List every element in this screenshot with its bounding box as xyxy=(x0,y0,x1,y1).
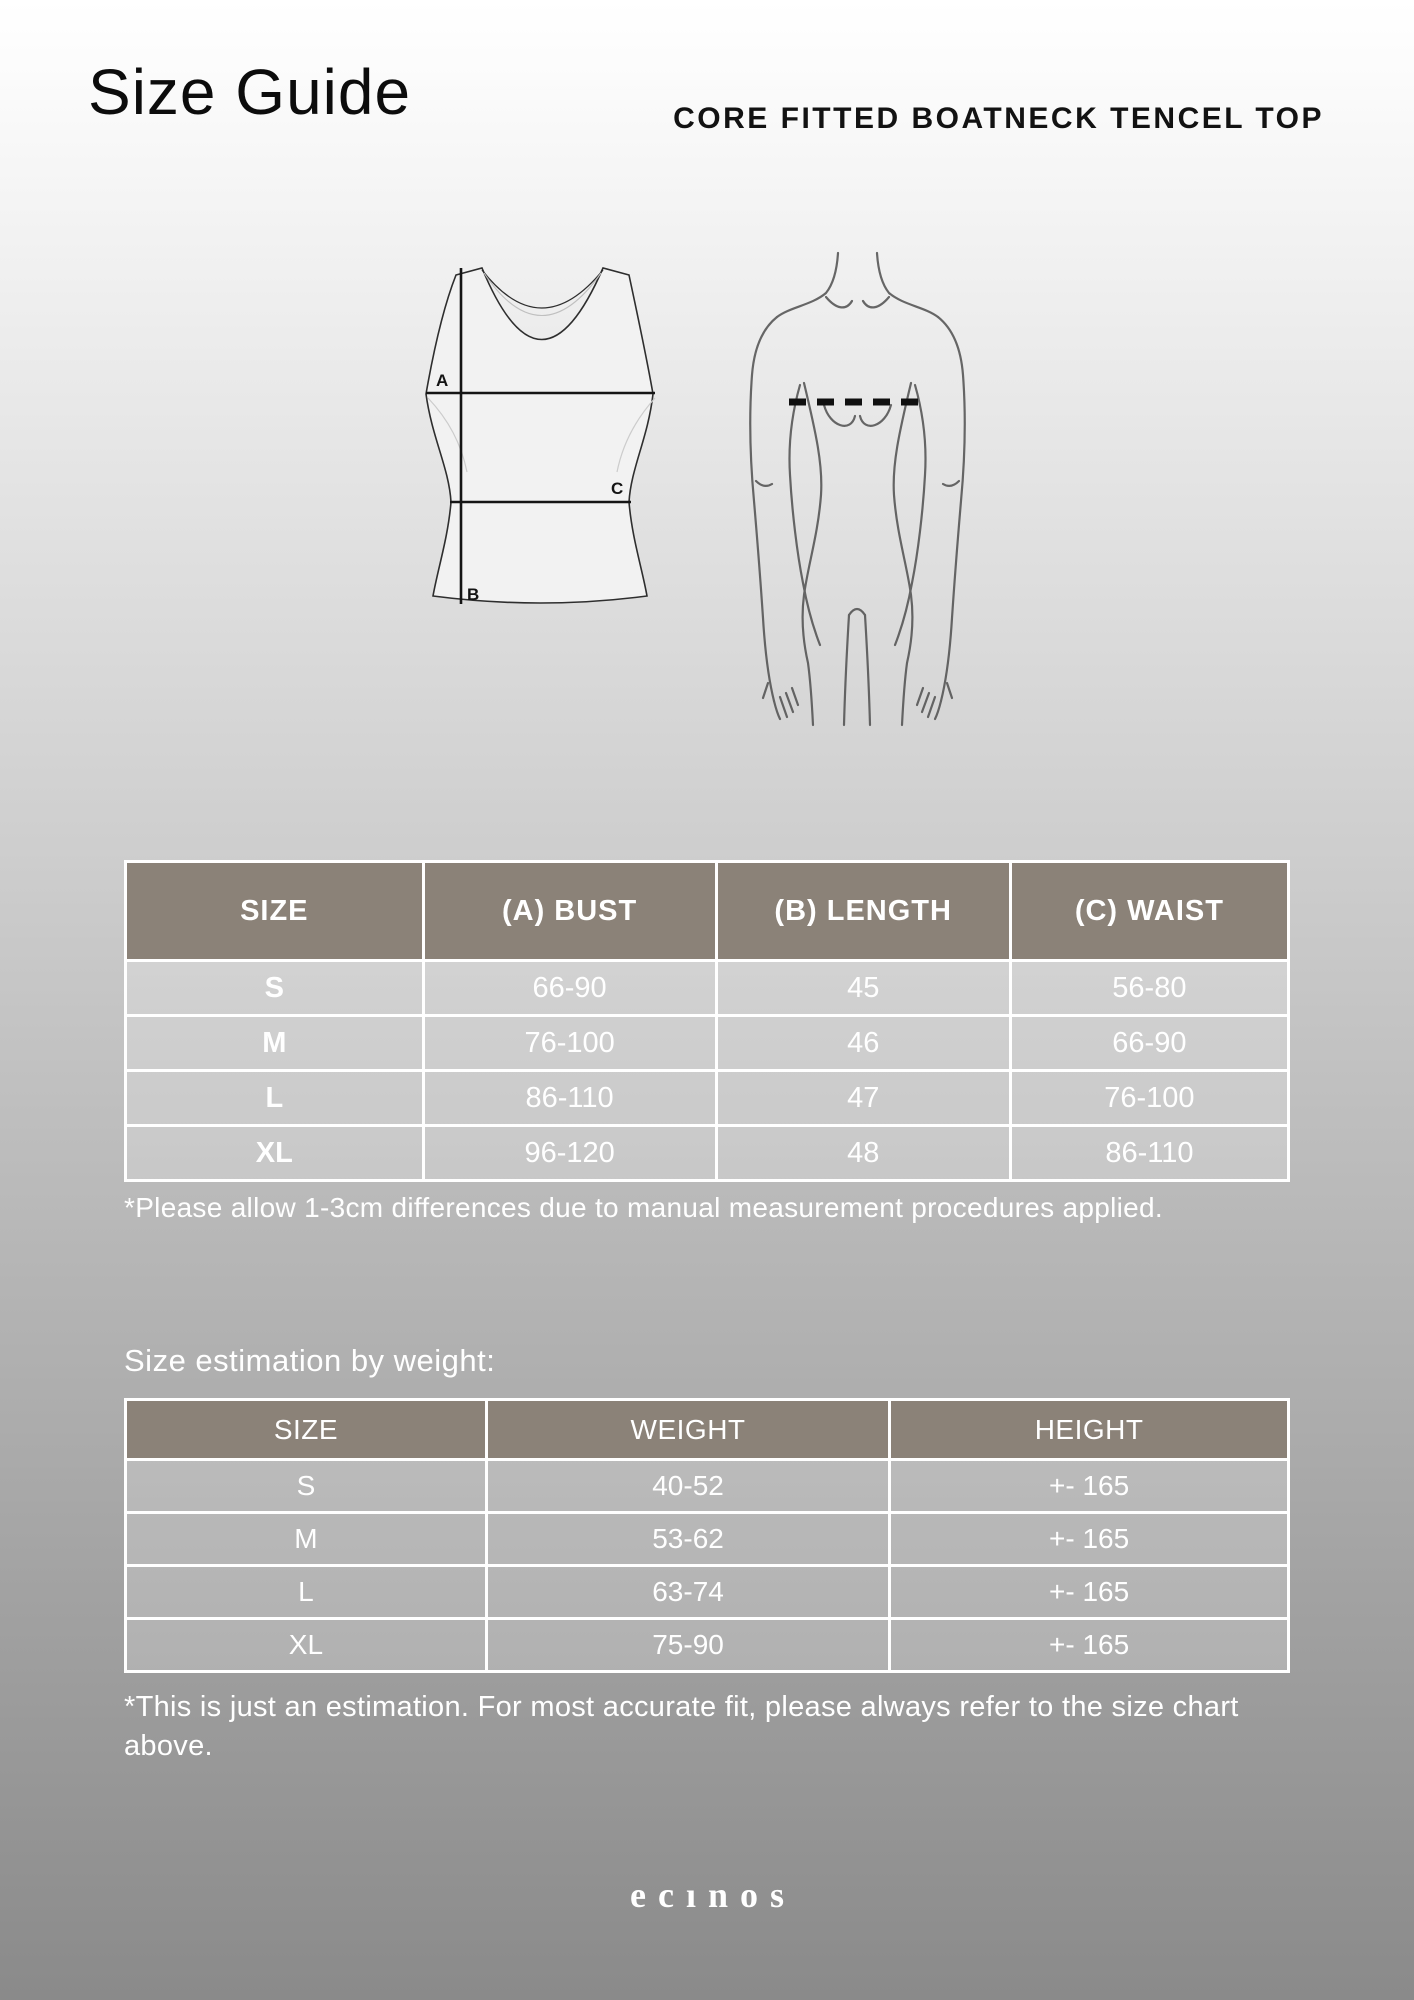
cell-size: L xyxy=(126,1566,487,1619)
cell-size: S xyxy=(126,961,424,1016)
cell-size: M xyxy=(126,1016,424,1071)
table-row xyxy=(126,1071,1289,1126)
garment-diagram xyxy=(425,266,658,608)
cell-waist: 76-100 xyxy=(1010,1071,1288,1126)
cell-size: XL xyxy=(126,1126,424,1181)
size-measurement-table xyxy=(124,860,1290,1182)
col-header-weight: WEIGHT xyxy=(486,1400,889,1460)
col-header-length: (B) LENGTH xyxy=(716,862,1010,961)
cell-length: 47 xyxy=(716,1071,1010,1126)
cell-size: M xyxy=(126,1513,487,1566)
garment-label-c: C xyxy=(611,479,624,498)
body-diagram xyxy=(730,253,985,725)
cell-bust: 76-100 xyxy=(423,1016,716,1071)
garment-backneck-line xyxy=(482,270,603,308)
weight-estimation-table xyxy=(124,1398,1290,1673)
cell-waist: 66-90 xyxy=(1010,1016,1288,1071)
garment-label-b: B xyxy=(467,585,480,604)
cell-size: XL xyxy=(126,1619,487,1672)
table-row xyxy=(126,1513,1289,1566)
col-header-waist: (C) WAIST xyxy=(1010,862,1288,961)
cell-size: L xyxy=(126,1071,424,1126)
table-row xyxy=(126,1460,1289,1513)
body-outline xyxy=(750,253,964,725)
cell-height: +- 165 xyxy=(890,1460,1289,1513)
col-header-size: SIZE xyxy=(126,862,424,961)
weight-section-heading: Size estimation by weight: xyxy=(124,1343,496,1378)
table-row xyxy=(126,1016,1289,1071)
measurement-illustration xyxy=(0,0,1414,800)
table-row xyxy=(126,1126,1289,1181)
cell-weight: 40-52 xyxy=(486,1460,889,1513)
cell-length: 45 xyxy=(716,961,1010,1016)
cell-weight: 75-90 xyxy=(486,1619,889,1672)
table-header-row xyxy=(126,862,1289,961)
product-name: CORE FITTED BOATNECK TENCEL TOP xyxy=(673,102,1324,135)
measurement-note: *Please allow 1-3cm differences due to manual measurement procedures applied. xyxy=(124,1192,1163,1223)
cell-waist: 56-80 xyxy=(1010,961,1288,1016)
page-title: Size Guide xyxy=(88,56,412,128)
cell-height: +- 165 xyxy=(890,1566,1289,1619)
table-row xyxy=(126,1619,1289,1672)
cell-length: 46 xyxy=(716,1016,1010,1071)
cell-bust: 86-110 xyxy=(423,1071,716,1126)
table-row xyxy=(126,1566,1289,1619)
cell-size: S xyxy=(126,1460,487,1513)
cell-weight: 63-74 xyxy=(486,1566,889,1619)
table-row xyxy=(126,961,1289,1016)
cell-waist: 86-110 xyxy=(1010,1126,1288,1181)
garment-label-a: A xyxy=(436,371,449,390)
cell-height: +- 165 xyxy=(890,1619,1289,1672)
cell-weight: 53-62 xyxy=(486,1513,889,1566)
col-header-bust: (A) BUST xyxy=(423,862,716,961)
cell-bust: 96-120 xyxy=(423,1126,716,1181)
estimation-note: *This is just an estimation. For most accurate fit, please always refer to the size chart above. xyxy=(124,1691,1239,1762)
cell-length: 48 xyxy=(716,1126,1010,1181)
table-header-row xyxy=(126,1400,1289,1460)
brand-logo: ecınos xyxy=(630,1875,796,1915)
col-header-height: HEIGHT xyxy=(890,1400,1289,1460)
cell-bust: 66-90 xyxy=(423,961,716,1016)
col-header-size: SIZE xyxy=(126,1400,487,1460)
cell-height: +- 165 xyxy=(890,1513,1289,1566)
